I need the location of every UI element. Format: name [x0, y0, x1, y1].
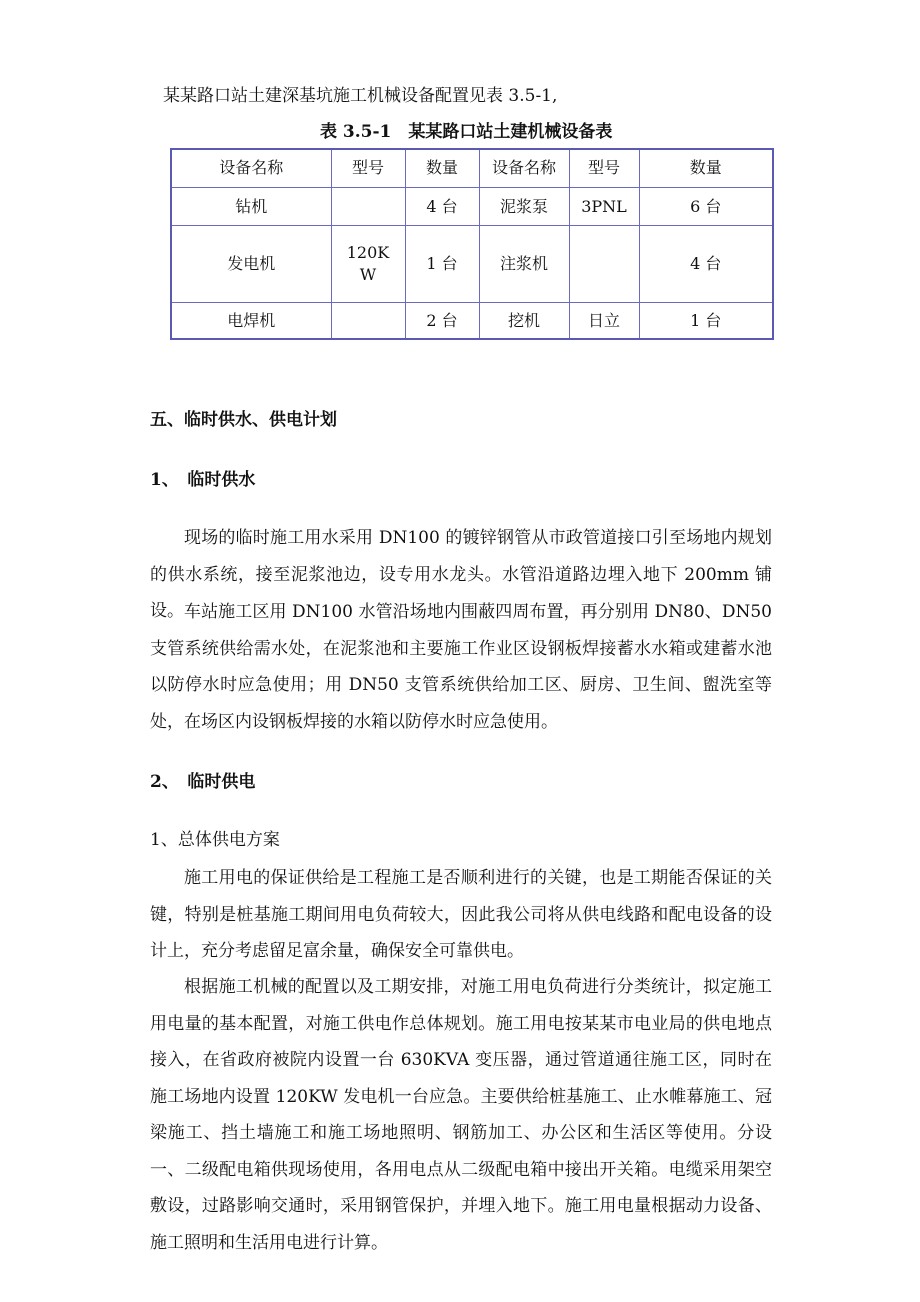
header-cell: 设备名称 — [479, 149, 569, 187]
table-cell: 电焊机 — [171, 303, 331, 339]
paragraph: 现场的临时施工用水采用 DN100 的镀锌钢管从市政管道接口引至场地内规划的供水系统，接至泥浆池边，设专用水龙头。水管沿道路边埋入地下 200mm 铺设。 — [150, 528, 772, 621]
table-caption: 表 3.5-1 某某路口站土建机械设备表 — [320, 122, 613, 142]
intro-text: 某某路口站土建深基坑施工机械设备配置见表 3.5-1, — [163, 86, 558, 106]
paragraph: 车站施工区用 DN100 水管沿场地内围蔽四周布置，再分别用 DN80、DN50 支管系统供给需水处，在泥浆池和主要施工作业区设钢板焊接蓄水水箱或建蓄水池以防停水时应急使用；用 DN50 支管系统供给加工区、厨房、卫生间、盥洗室等处，在场区内设钢板焊接的水箱以防停水时应急使用。 — [150, 602, 772, 732]
table-cell: 日立 — [569, 303, 639, 339]
table-cell: 4 台 — [639, 226, 773, 303]
table-cell: 6 台 — [639, 187, 773, 225]
header-cell: 型号 — [331, 149, 405, 187]
table-cell: 发电机 — [171, 226, 331, 303]
section-heading: 五、临时供水、供电计划 — [150, 410, 337, 430]
table-cell: 1 台 — [405, 226, 479, 303]
header-cell: 数量 — [639, 149, 773, 187]
table-cell: 2 台 — [405, 303, 479, 339]
table-row — [171, 303, 773, 339]
table-cell: 钻机 — [171, 187, 331, 225]
table-cell — [331, 226, 405, 303]
table-header-row — [171, 149, 773, 187]
item-heading: 1、总体供电方案 — [150, 830, 280, 850]
model-value: 120KW — [346, 243, 390, 285]
subsection-heading-water: 1、 临时供水 — [150, 470, 256, 490]
table-row — [171, 226, 773, 303]
table-cell — [569, 226, 639, 303]
table-cell: 泥浆泵 — [479, 187, 569, 225]
paragraph: 根据施工机械的配置以及工期安排，对施工用电负荷进行分类统计，拟定施工用电量的基本配置，对施工供电作总体规划。施工用电按某某市电业局的供电地点接入，在省政府被院内设置一台 630KVA 变压器，通过管道通往施工区，同时在施工场地内设置 120KW 发电机一台应急。主要供给桩基施工、止水帷幕施工、冠梁施工、挡土墙施工和施工场地照明、钢筋加工、办公区和生活区等使用。分设一、二级配电箱供现场使用，各用电点从二级配电箱中接出开关箱。电缆采用架空敷设，过路影响交通时，采用钢管保护，并埋入地下。施工用电量根据动力设备、施工照明和生活用电进行计算。 — [150, 977, 772, 1253]
paragraph: 施工用电的保证供给是工程施工是否顺利进行的关键，也是工期能否保证的关键，特别是桩基施工期间用电负荷较大，因此我公司将从供电线路和配电设备的设计上，充分考虑留足富余量，确保安全可靠供电。 — [150, 868, 772, 961]
header-cell: 数量 — [405, 149, 479, 187]
equipment-table — [170, 148, 774, 340]
subsection-heading-power: 2、 临时供电 — [150, 772, 256, 792]
table-cell: 1 台 — [639, 303, 773, 339]
table-cell: 挖机 — [479, 303, 569, 339]
table-cell — [331, 303, 405, 339]
header-cell: 型号 — [569, 149, 639, 187]
table-row — [171, 187, 773, 225]
table-cell: 注浆机 — [479, 226, 569, 303]
table-cell — [331, 187, 405, 225]
table-cell: 4 台 — [405, 187, 479, 225]
table-cell: 3PNL — [569, 187, 639, 225]
header-cell: 设备名称 — [171, 149, 331, 187]
